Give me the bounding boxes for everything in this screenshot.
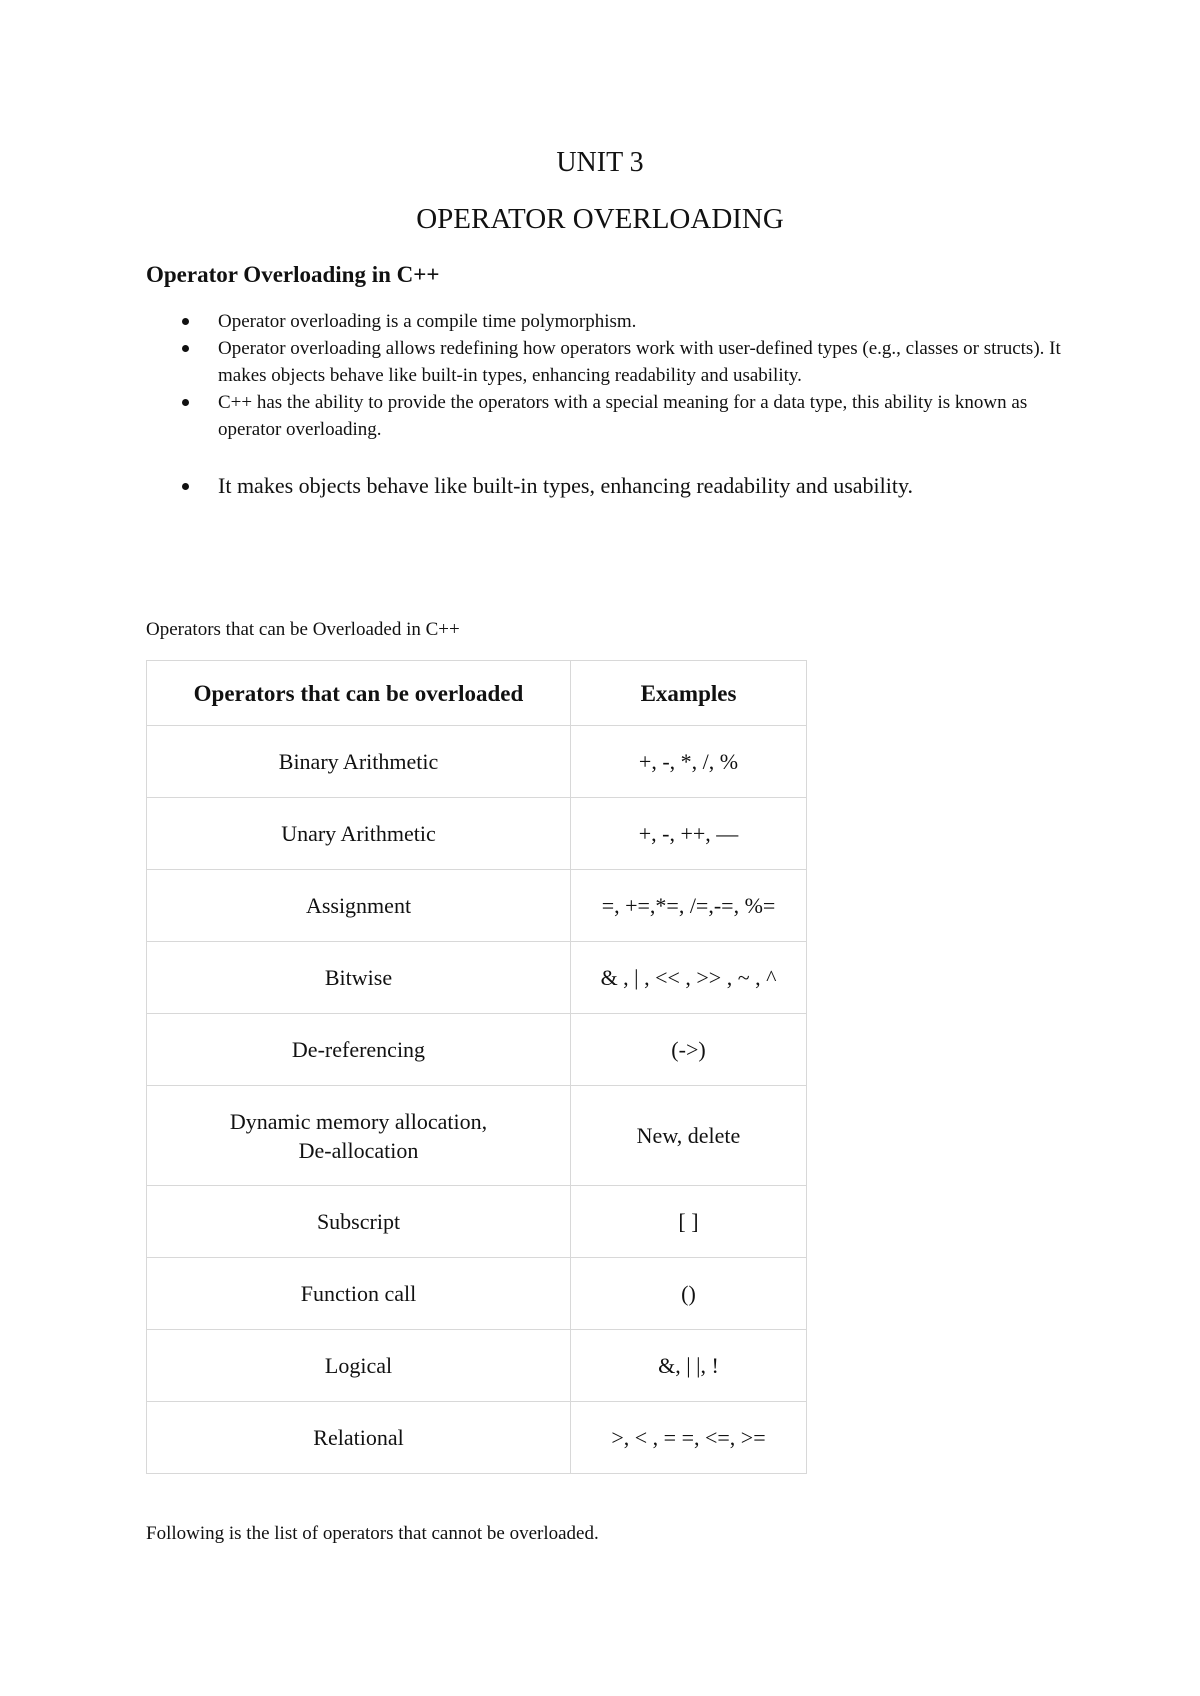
operator-category-cell: Assignment xyxy=(147,870,571,942)
operator-examples-cell: () xyxy=(571,1258,807,1330)
bullet-list xyxy=(146,308,1066,501)
table-row xyxy=(147,726,807,798)
overloadable-operators-table xyxy=(146,660,807,1474)
operator-examples-cell: &, | |, ! xyxy=(571,1330,807,1402)
unit-title: UNIT 3 xyxy=(556,147,644,178)
operator-category-cell: Function call xyxy=(147,1258,571,1330)
table-row xyxy=(147,1086,807,1186)
bullet-item: It makes objects behave like built-in types, enhancing readability and usability. xyxy=(146,471,1066,501)
table-row xyxy=(147,798,807,870)
category-line: Dynamic memory allocation, xyxy=(229,1108,488,1134)
operator-category-cell: De-referencing xyxy=(147,1014,571,1086)
bullet-item: Operator overloading is a compile time polymorphism. xyxy=(146,308,1066,335)
operator-examples-cell: +, -, *, /, % xyxy=(571,726,807,798)
table-row xyxy=(147,942,807,1014)
operator-category-cell: Relational xyxy=(147,1402,571,1474)
table-caption: Operators that can be Overloaded in C++ xyxy=(146,619,460,640)
operator-category-cell: Logical xyxy=(147,1330,571,1402)
operator-category-cell: Subscript xyxy=(147,1186,571,1258)
footer-text: Following is the list of operators that cannot be overloaded. xyxy=(146,1523,599,1544)
table-row xyxy=(147,1402,807,1474)
bullet-item: C++ has the ability to provide the operators with a special meaning for a data type, this ability is known as operator overloading. xyxy=(146,389,1066,443)
table-row xyxy=(147,870,807,942)
category-line: De-allocation xyxy=(298,1137,419,1163)
page-title: OPERATOR OVERLOADING xyxy=(416,203,784,235)
operator-examples-cell: (->) xyxy=(571,1014,807,1086)
operator-category-cell: Unary Arithmetic xyxy=(147,798,571,870)
table-row xyxy=(147,1258,807,1330)
table-row xyxy=(147,1014,807,1086)
operator-category-cell: Bitwise xyxy=(147,942,571,1014)
bullet-item: Operator overloading allows redefining how operators work with user-defined types (e.g., classes or structs). It makes objects behave like built-in types, enhancing readability and usability. xyxy=(146,335,1066,389)
table-row xyxy=(147,1186,807,1258)
operator-examples-cell: [ ] xyxy=(571,1186,807,1258)
operator-examples-cell: +, -, ++, — xyxy=(571,798,807,870)
operator-examples-cell: =, +=,*=, /=,-=, %= xyxy=(571,870,807,942)
table-row xyxy=(147,1330,807,1402)
operator-examples-cell: & , | , << , >> , ~ , ^ xyxy=(571,942,807,1014)
section-heading: Operator Overloading in C++ xyxy=(146,262,440,287)
operator-examples-cell: New, delete xyxy=(571,1086,807,1186)
column-header: Examples xyxy=(571,661,807,726)
operator-examples-cell: >, < , = =, <=, >= xyxy=(571,1402,807,1474)
table-header-row xyxy=(147,661,807,726)
column-header: Operators that can be overloaded xyxy=(147,661,571,726)
operator-category-cell xyxy=(147,1086,571,1186)
operator-category-cell: Binary Arithmetic xyxy=(147,726,571,798)
